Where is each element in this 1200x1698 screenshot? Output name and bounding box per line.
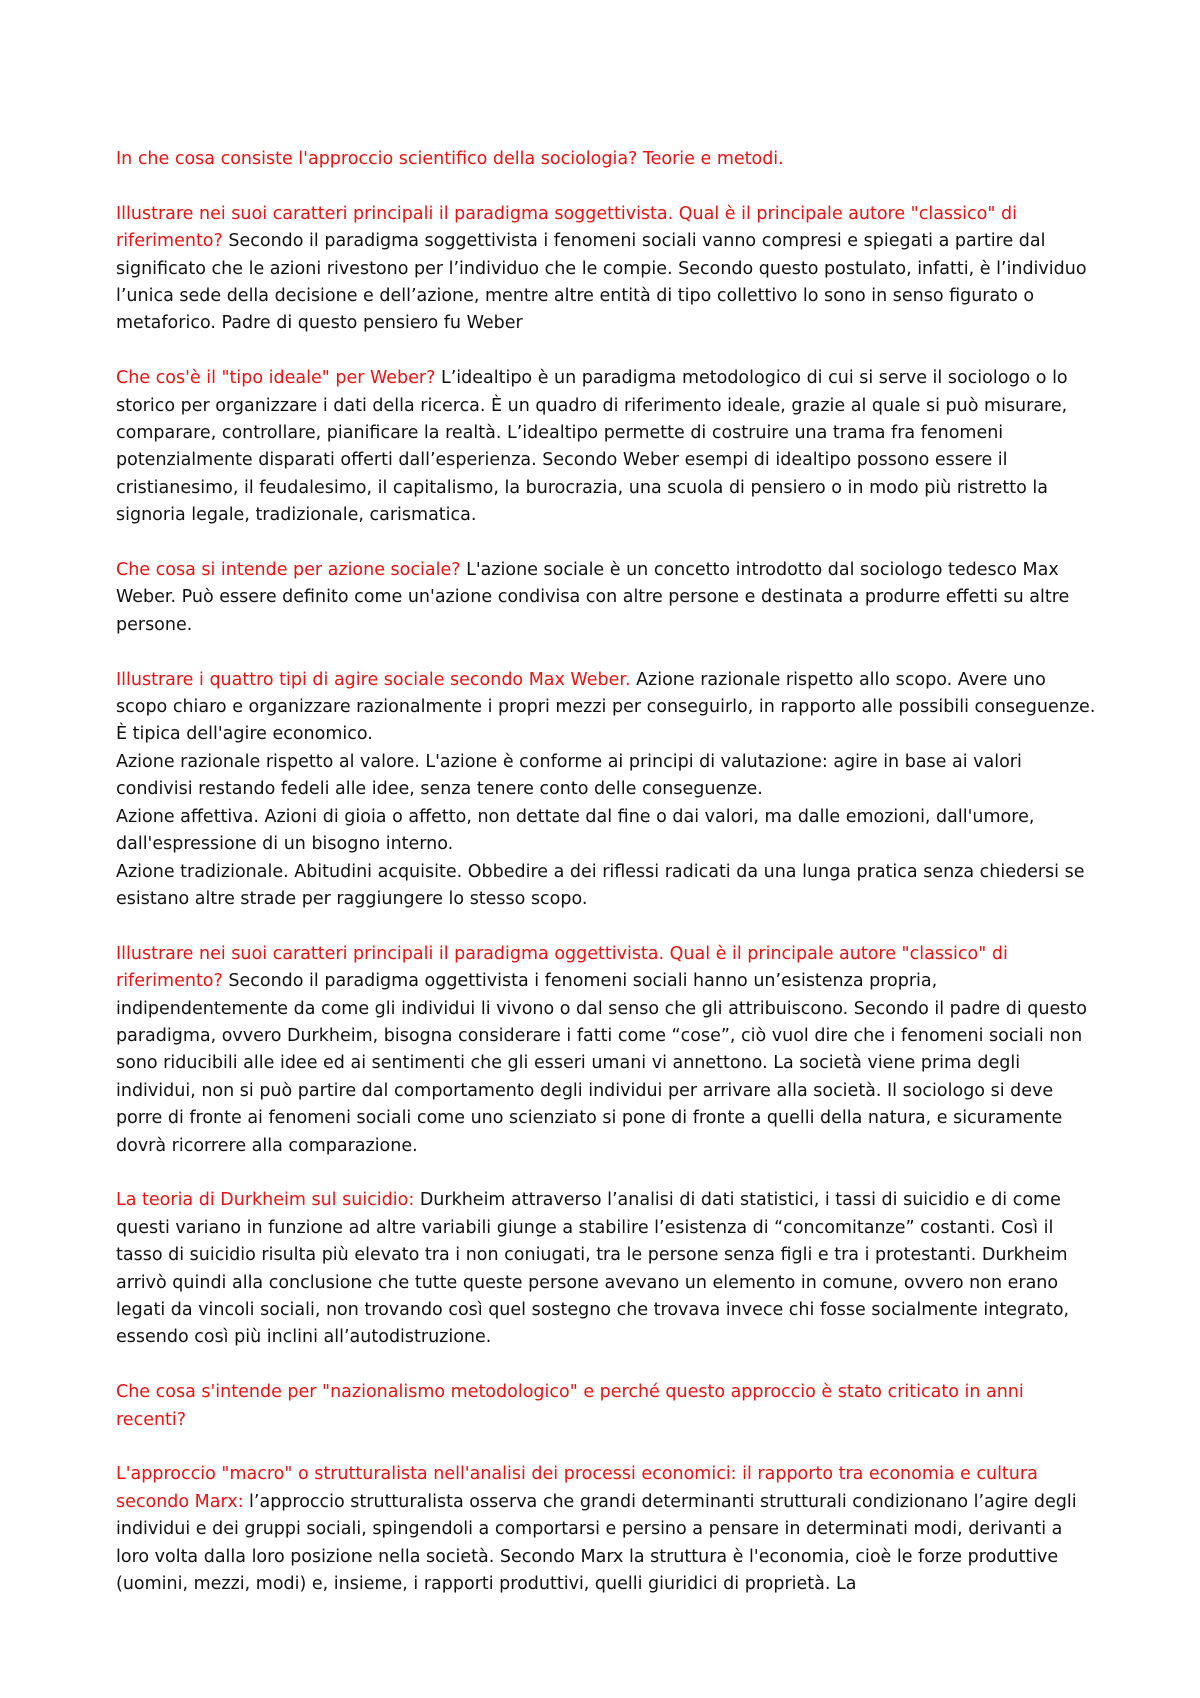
question-text: Che cosa s'intende per "nazionalismo metodologico" e perché questo approccio è stato criticato in anni recenti? [116, 1382, 1024, 1430]
paragraph-approccio-scientifico [116, 146, 1096, 173]
question-text: Che cosa si intende per azione sociale? [116, 560, 461, 581]
question-text: Illustrare nei suoi caratteri principali il paradigma oggettivista. Qual è il principale autore "classico" di riferimento? [116, 943, 1008, 992]
paragraph-paradigma-oggettivista [116, 941, 1096, 1160]
answer-text: Secondo il paradigma soggettivista i fenomeni sociali vanno compresi e spiegati a partire dal significato che le azioni rivestono per l’individuo che le compie. Secondo questo postulato, infatti, è l’individuo l’unica sede della decisione e dell’azione, mentre altre entità di tipo collettivo lo sono in senso figurato o metaforico. Padre di questo pensiero fu Weber [116, 231, 1087, 334]
paragraph-quattro-tipi-agire [116, 667, 1096, 914]
answer-text: Azione razionale rispetto allo scopo. Avere uno scopo chiaro e organizzare razionalmente i propri mezzi per conseguirlo, in rapporto alle possibili conseguenze. È tipica dell'agire economico. [116, 669, 1096, 745]
answer-text: Durkheim attraverso l’analisi di dati statistici, i tassi di suicidio e di come questi variano in funzione ad altre variabili giunge a stabilire l’esistenza di “concomitanze” costanti. Così il tasso di suicidio risulta più elevato tra i non coniugati, tra le persone senza figli e tra i protestanti. Durkheim arrivò quindi alla conclusione che tutte queste persone avevano un elemento in comune, ovvero non erano legati da vincoli sociali, non trovando così quel sostegno che trovava invece chi fosse socialmente integrato, essendo così più inclini all’autodistruzione. [116, 1190, 1070, 1348]
paragraph-approccio-macro-marx [116, 1461, 1096, 1598]
question-text: In che cosa consiste l'approccio scientifico della sociologia? Teorie e metodi. [116, 149, 784, 169]
paragraph-nazionalismo-metodologico [116, 1379, 1096, 1434]
question-text: Illustrare i quattro tipi di agire sociale secondo Max Weber. [116, 669, 631, 690]
question-text: L'approccio "macro" o strutturalista nell'analisi dei processi economici: il rapporto tra economia e cultura secondo Marx: [116, 1464, 1038, 1512]
paragraph-azione-sociale [116, 557, 1096, 639]
answer-line-affettiva: Azione affettiva. Azioni di gioia o affetto, non dettate dal fine o dai valori, ma dalle emozioni, dall'umore, dall'espressione di un bisogno interno. [116, 806, 1035, 855]
paragraph-durkheim-suicidio [116, 1187, 1096, 1351]
answer-line-valore: Azione razionale rispetto al valore. L'azione è conforme ai principi di valutazione: agire in base ai valori condivisi restando fedeli alle idee, senza tenere conto delle conseguenze. [116, 751, 1022, 800]
question-text: Che cos'è il "tipo ideale" per Weber? [116, 368, 436, 389]
answer-text: L’idealtipo è un paradigma metodologico di cui si serve il sociologo o lo storico per organizzare i dati della ricerca. È un quadro di riferimento ideale, grazie al quale si può misurare, comparare, controllare, pianificare la realtà. L’idealtipo permette di costruire una trama fra fenomeni potenzialmente disparati offerti dall’esperienza. Secondo Weber esempi di idealtipo possono essere il cristianesimo, il feudalesimo, il capitalismo, la burocrazia, una scuola di pensiero o in modo più ristretto la signoria legale, tradizionale, carismatica. [116, 368, 1068, 526]
question-text: La teoria di Durkheim sul suicidio: [116, 1190, 415, 1211]
document-body [116, 146, 1096, 1626]
question-text: Illustrare nei suoi caratteri principali il paradigma soggettivista. Qual è il principale autore "classico" di riferimento? [116, 203, 1017, 252]
paragraph-paradigma-soggettivista [116, 201, 1096, 338]
answer-text: Secondo il paradigma oggettivista i fenomeni sociali hanno un’esistenza propria, indipendentemente da come gli individui li vivono o dal senso che gli attribuiscono. Secondo il padre di questo paradigma, ovvero Durkheim, bisogna considerare i fatti come “cose”, ciò vuol dire che i fenomeni sociali non sono riducibili alle idee ed ai sentimenti che gli esseri umani vi annettono. La società viene prima degli individui, non si può partire dal comportamento degli individui per arrivare alla società. Il sociologo si deve porre di fronte ai fenomeni sociali come uno scienziato si pone di fronte a quelli della natura, e sicuramente dovrà ricorrere alla comparazione. [116, 971, 1087, 1156]
answer-line-tradizionale: Azione tradizionale. Abitudini acquisite. Obbedire a dei riflessi radicati da una lunga pratica senza chiedersi se esistano altre strade per raggiungere lo stesso scopo. [116, 861, 1085, 909]
paragraph-tipo-ideale [116, 365, 1096, 529]
answer-text: l’approccio strutturalista osserva che grandi determinanti strutturali condizionano l’agire degli individui e dei gruppi sociali, spingendoli a comportarsi e persino a pensare in determinati modi, derivanti a loro volta dalla loro posizione nella società. Secondo Marx la struttura è l'economia, cioè le forze produttive (uomini, mezzi, modi) e, insieme, i rapporti produttivi, quelli giuridici di proprietà. La [116, 1491, 1077, 1594]
answer-text: L'azione sociale è un concetto introdotto dal sociologo tedesco Max Weber. Può essere definito come un'azione condivisa con altre persone e destinata a produrre effetti su altre persone. [116, 560, 1070, 635]
